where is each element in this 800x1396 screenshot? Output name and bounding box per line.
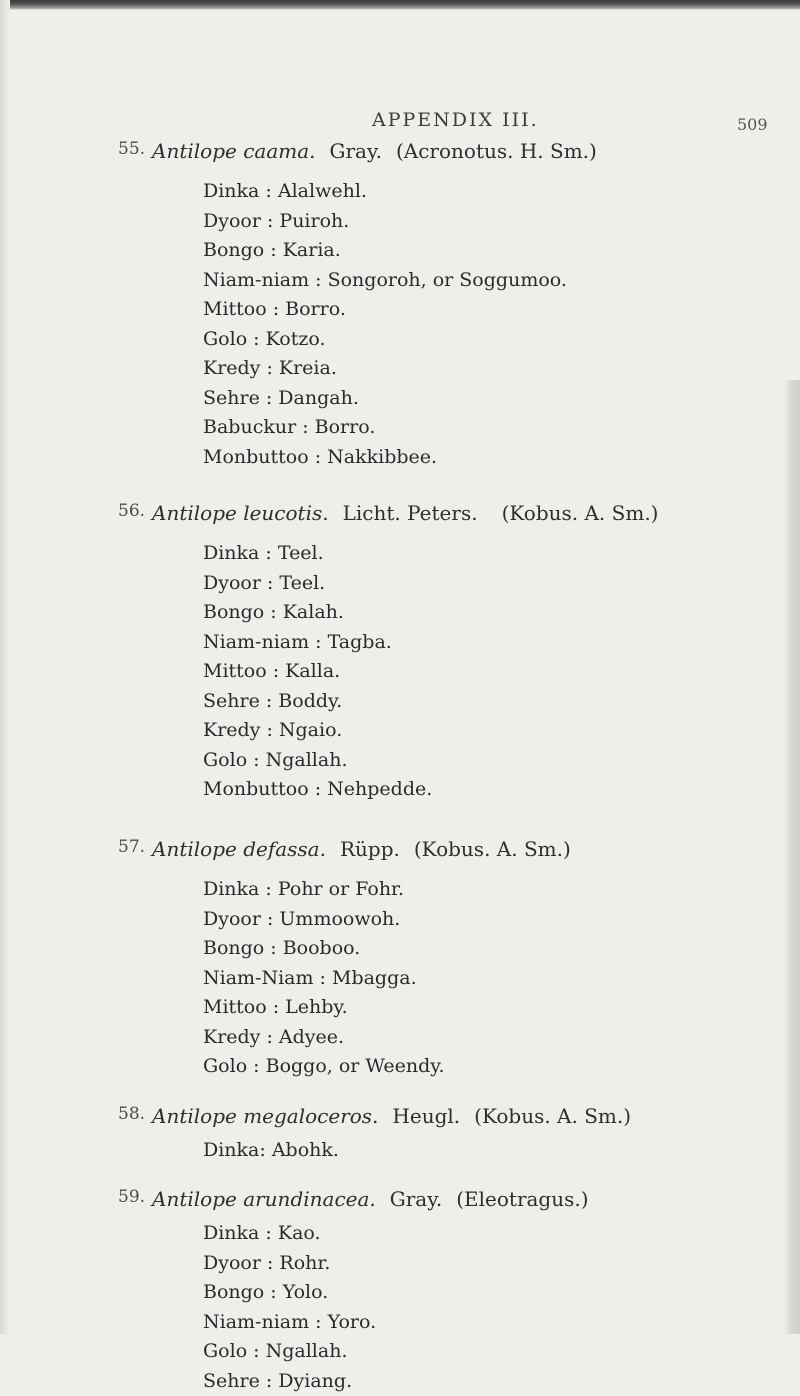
entry-number: 58. (118, 1104, 145, 1124)
native-name: Niam-niam : Songoroh, or Soggumoo. (203, 266, 567, 296)
species-name: Antilope caama. (152, 139, 316, 163)
native-name: Dinka: Abohk. (203, 1136, 339, 1166)
entry-heading (152, 501, 658, 525)
entry-number: 57. (118, 837, 145, 857)
native-name: Dyoor : Rohr. (203, 1249, 376, 1279)
native-name: Bongo : Karia. (203, 236, 567, 266)
native-name: Dyoor : Teel. (203, 569, 432, 599)
native-names-list (203, 177, 567, 472)
native-name: Sehre : Dyiang. (203, 1367, 376, 1396)
synonym-reference: (Kobus. A. Sm.) (502, 501, 659, 525)
entry-heading (152, 1187, 589, 1211)
native-name: Golo : Kotzo. (203, 325, 567, 355)
entry-heading (152, 837, 571, 861)
native-name: Dinka : Kao. (203, 1219, 376, 1249)
native-name: Bongo : Kalah. (203, 598, 432, 628)
scan-top-edge (0, 0, 800, 10)
authority: Heugl. (392, 1104, 460, 1128)
native-name: Kredy : Ngaio. (203, 716, 432, 746)
native-name: Sehre : Dangah. (203, 384, 567, 414)
native-name: Dinka : Alalwehl. (203, 177, 567, 207)
species-name: Antilope leucotis. (152, 501, 329, 525)
native-name: Mittoo : Borro. (203, 295, 567, 325)
authority: Rüpp. (340, 837, 400, 861)
entry-number: 55. (118, 139, 145, 159)
synonym-reference: (Kobus. A. Sm.) (474, 1104, 631, 1128)
entry-number: 56. (118, 501, 145, 521)
native-name: Kredy : Kreia. (203, 354, 567, 384)
entry-heading (152, 139, 597, 163)
native-name: Dinka : Pohr or Fohr. (203, 875, 445, 905)
entry-heading (152, 1104, 631, 1128)
native-name: Dyoor : Puiroh. (203, 207, 567, 237)
native-name: Golo : Boggo, or Weendy. (203, 1052, 445, 1082)
native-name: Niam-niam : Tagba. (203, 628, 432, 658)
page-left-edge (0, 0, 10, 1334)
native-name: Babuckur : Borro. (203, 413, 567, 443)
native-name: Dinka : Teel. (203, 539, 432, 569)
native-name: Dyoor : Ummoowoh. (203, 905, 445, 935)
native-name: Sehre : Boddy. (203, 687, 432, 717)
synonym-reference: (Kobus. A. Sm.) (414, 837, 571, 861)
native-name: Kredy : Adyee. (203, 1023, 445, 1053)
native-names-list (203, 1136, 339, 1166)
authority: Gray. (330, 139, 382, 163)
native-name: Monbuttoo : Nakkibbee. (203, 443, 567, 473)
native-names-list (203, 875, 445, 1082)
native-name: Niam-niam : Yoro. (203, 1308, 376, 1338)
native-names-list (203, 539, 432, 805)
species-name: Antilope megaloceros. (152, 1104, 378, 1128)
native-name: Bongo : Booboo. (203, 934, 445, 964)
native-name: Bongo : Yolo. (203, 1278, 376, 1308)
page-header (0, 109, 800, 139)
native-name: Golo : Ngallah. (203, 1337, 376, 1367)
native-name: Golo : Ngallah. (203, 746, 432, 776)
native-name: Mittoo : Lehby. (203, 993, 445, 1023)
entry-number: 59. (118, 1187, 145, 1207)
authority: Licht. Peters. (343, 501, 478, 525)
native-name: Mittoo : Kalla. (203, 657, 432, 687)
page-right-edge (784, 380, 800, 1334)
synonym-reference: (Acronotus. H. Sm.) (396, 139, 597, 163)
native-name: Niam-Niam : Mbagga. (203, 964, 445, 994)
page-number: 509 (737, 115, 768, 134)
native-names-list (203, 1219, 376, 1396)
authority: Gray. (390, 1187, 442, 1211)
species-name: Antilope defassa. (152, 837, 326, 861)
running-head: APPENDIX III. (372, 109, 539, 131)
native-name: Monbuttoo : Nehpedde. (203, 775, 432, 805)
synonym-reference: (Eleotragus.) (456, 1187, 588, 1211)
species-name: Antilope arundinacea. (152, 1187, 376, 1211)
